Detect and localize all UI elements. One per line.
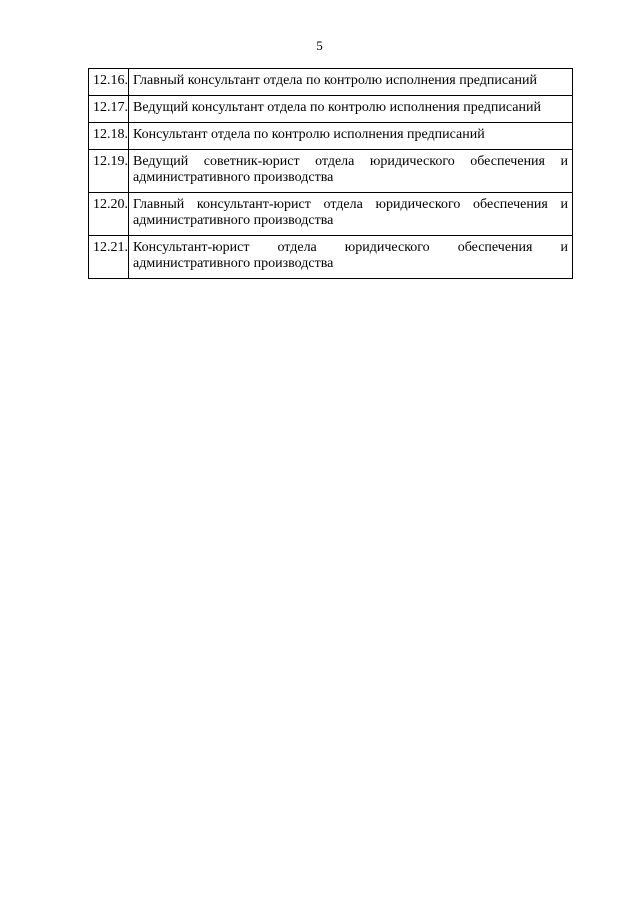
position-title: Ведущий консультант отдела по контролю исполнения предписаний — [129, 96, 573, 123]
position-title: Консультант-юрист отдела юридического обеспечения и административного производства — [129, 236, 573, 279]
position-title: Ведущий советник-юрист отдела юридического обеспечения и административного производства — [129, 150, 573, 193]
table-row — [89, 150, 573, 193]
position-title: Главный консультант-юрист отдела юридического обеспечения и административного производства — [129, 193, 573, 236]
row-number: 12.20. — [89, 193, 129, 236]
position-title: Консультант отдела по контролю исполнения предписаний — [129, 123, 573, 150]
table-row — [89, 69, 573, 96]
row-number: 12.19. — [89, 150, 129, 193]
table-row — [89, 123, 573, 150]
table-row — [89, 96, 573, 123]
position-title: Главный консультант отдела по контролю исполнения предписаний — [129, 69, 573, 96]
positions-table — [88, 68, 573, 279]
page-number: 5 — [316, 38, 323, 53]
table-row — [89, 193, 573, 236]
row-number: 12.17. — [89, 96, 129, 123]
row-number: 12.16. — [89, 69, 129, 96]
row-number: 12.21. — [89, 236, 129, 279]
row-number: 12.18. — [89, 123, 129, 150]
table-row — [89, 236, 573, 279]
